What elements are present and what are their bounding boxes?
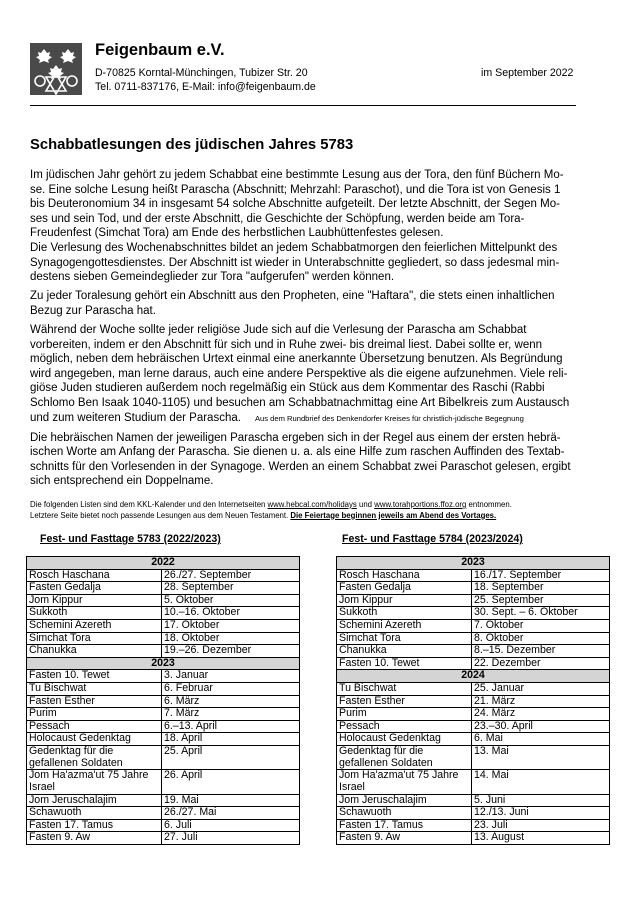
holiday-name-cell: Gedenktag für die gefallenen Soldaten	[337, 745, 472, 769]
table-row	[27, 794, 300, 807]
text-line: Freudenfest (Simchat Tora) am Ende des herbstlichen Laubhüttenfestes gelesen.	[30, 227, 444, 240]
holiday-date-cell: 13. Mai	[472, 745, 610, 769]
holiday-date-cell: 25. Januar	[472, 682, 610, 695]
text-line: Die Verlesung des Wochenabschnittes bildet an jedem Schabbatmorgen den feierlichen Mittelpunkt des	[30, 241, 558, 254]
table-row	[27, 807, 300, 820]
paragraph-3	[30, 323, 610, 426]
holiday-date-cell: 8. Oktober	[472, 632, 610, 645]
holiday-name-cell: Sukkoth	[27, 607, 162, 620]
holiday-name-cell: Fasten Esther	[27, 695, 162, 708]
text-line: Bezug zur Parascha hat.	[30, 304, 156, 317]
holiday-name-cell: Sukkoth	[337, 607, 472, 620]
letter-date: im September 2022	[481, 67, 574, 79]
table-row	[27, 619, 300, 632]
holiday-date-cell: 14. Mai	[472, 770, 610, 794]
holiday-start-note: Die Feiertage beginnen jeweils am Abend des Vortages.	[290, 510, 497, 520]
text-line: Im jüdischen Jahr gehört zu jedem Schabbat eine bestimmte Lesung aus der Tora, den fünf Büchern Mo-	[30, 169, 564, 181]
holiday-date-cell: 21. März	[472, 695, 610, 708]
table-row	[27, 670, 300, 683]
table-row	[27, 645, 300, 658]
source-note-line-2	[30, 511, 512, 522]
table-row	[27, 770, 300, 794]
year-row	[27, 557, 300, 570]
source-note	[30, 500, 512, 521]
holiday-date-cell: 26./27. September	[162, 569, 300, 582]
source-citation: Aus dem Rundbrief des Denkendorfer Kreises für christlich-jüdische Begegnung	[254, 413, 524, 423]
table-row	[337, 807, 610, 820]
text-line: sich entsprechend ein Doppelname.	[30, 475, 214, 488]
holiday-name-cell: Jom Jeruschalajim	[27, 794, 162, 807]
holiday-date-cell: 8.–15. Dezember	[472, 645, 610, 658]
text-line: destens sieben Gemeindeglieder zur Tora "aufgerufen" werden können.	[30, 271, 395, 284]
year-row	[337, 557, 610, 570]
table-row	[337, 832, 610, 845]
holiday-date-cell: 13. August	[472, 832, 610, 845]
text-line: Während der Woche sollte jeder religiöse Jude sich auf die Verlesung der Parascha am Schabbat	[30, 323, 527, 336]
body-text	[30, 168, 610, 493]
holiday-date-cell: 23. Juli	[472, 819, 610, 832]
holiday-date-cell: 25. April	[162, 745, 300, 769]
table-row	[27, 745, 300, 769]
text-line: bis Deuteronomium 34 in insgesamt 54 solche Abschnitte aufgeteilt. Der letzte Abschnitt, der Segen Mo-	[30, 198, 560, 211]
table-row	[27, 720, 300, 733]
table-5784-heading: Fest- und Fasttage 5784 (2023/2024)	[342, 533, 523, 545]
holiday-date-cell: 18. Oktober	[162, 632, 300, 645]
holiday-date-cell: 18. April	[162, 733, 300, 746]
holiday-date-cell: 12./13. Juni	[472, 807, 610, 820]
holiday-name-cell: Purim	[337, 708, 472, 721]
feigenbaum-logo	[30, 43, 82, 95]
holiday-date-cell: 7. März	[162, 708, 300, 721]
table-row	[27, 607, 300, 620]
paragraph-1	[30, 168, 610, 285]
note-text: entnommen.	[468, 500, 512, 509]
holiday-name-cell: Schemini Azereth	[27, 619, 162, 632]
holiday-name-cell: Fasten 10. Tewet	[27, 670, 162, 683]
org-address-block	[95, 67, 316, 94]
hebcal-link[interactable]: www.hebcal.com/holidays	[267, 500, 357, 509]
holiday-name-cell: Schawuoth	[337, 807, 472, 820]
text-line	[30, 411, 610, 427]
org-name: Feigenbaum e.V.	[95, 41, 225, 59]
table-row	[337, 657, 610, 670]
holiday-name-cell: Jom Ha'azma'ut 75 Jahre Israel	[27, 770, 162, 794]
table-row	[337, 745, 610, 769]
holiday-date-cell: 26./27. Mai	[162, 807, 300, 820]
text-line: ischen Worte am Anfang der Parascha. Sie dienen u. a. als eine Hilfe zum raschen Auffinden des Textab-	[30, 446, 565, 459]
holiday-name-cell: Schawuoth	[27, 807, 162, 820]
holiday-date-cell: 6. Juli	[162, 819, 300, 832]
holiday-date-cell: 16./17. September	[472, 569, 610, 582]
holiday-date-cell: 6. Mai	[472, 733, 610, 746]
note-text: und	[359, 500, 373, 509]
holiday-date-cell: 24. März	[472, 708, 610, 721]
note-text: Letztere Seite bietet noch passende Lesungen aus dem Neuen Testament.	[30, 510, 289, 520]
holiday-date-cell: 5. Oktober	[162, 594, 300, 607]
holiday-name-cell: Purim	[27, 708, 162, 721]
text-line: vorbereiten, indem er den Abschnitt für sich und in Ruhe zwei- bis dreimal liest. Dabei sollte er, wenn	[30, 338, 543, 351]
holiday-date-cell: 19.–26. Dezember	[162, 645, 300, 658]
text-line: möglich, neben dem hebräischen Urtext einmal eine anerkannte Übersetzung benutzen. Als Begründung	[30, 353, 563, 366]
holiday-table-5783	[26, 556, 300, 845]
table-row	[337, 695, 610, 708]
table-5783-heading: Fest- und Fasttage 5783 (2022/2023)	[40, 533, 221, 545]
table-row	[337, 720, 610, 733]
holiday-name-cell: Rosch Haschana	[337, 569, 472, 582]
text-line: ses und sein Tod, und der erste Abschnitt, die Geschichte der Schöpfung, werden beide am Tora-	[30, 212, 525, 225]
holiday-name-cell: Simchat Tora	[27, 632, 162, 645]
source-note-line-1	[30, 500, 512, 511]
table-row	[27, 832, 300, 845]
table-row	[27, 569, 300, 582]
table-row	[337, 770, 610, 794]
table-row	[27, 708, 300, 721]
holiday-name-cell: Holocaust Gedenktag	[337, 733, 472, 746]
holiday-name-cell: Fasten Esther	[337, 695, 472, 708]
holiday-date-cell: 30. Sept. – 6. Oktober	[472, 607, 610, 620]
table-row	[27, 582, 300, 595]
text-line: Synagogengottesdienstes. Der Abschnitt ist wieder in Unterabschnitte gegliedert, so dass jedesmal min-	[30, 256, 560, 269]
holiday-name-cell: Pessach	[337, 720, 472, 733]
year-row	[337, 670, 610, 683]
holiday-date-cell: 26. April	[162, 770, 300, 794]
table-row	[337, 632, 610, 645]
text-line: Die hebräischen Namen der jeweiligen Parascha ergeben sich in der Regel aus einem der ersten hebrä-	[30, 431, 561, 444]
holiday-name-cell: Schemini Azereth	[337, 619, 472, 632]
text-line: Zu jeder Toralesung gehört ein Abschnitt aus den Propheten, eine "Haftara", die stets einen inhaltlichen	[30, 290, 555, 303]
holiday-name-cell: Gedenktag für die gefallenen Soldaten	[27, 745, 162, 769]
header-divider	[30, 105, 576, 106]
holiday-date-cell: 28. September	[162, 582, 300, 595]
text-line: Schlomo Ben Isaak 1040-1105) und besuchen am Schabbatnachmittag eine Art Bibelkreis zum Austausch	[30, 396, 570, 409]
table-row	[337, 569, 610, 582]
holiday-date-cell: 6. Februar	[162, 682, 300, 695]
text-line: se. Eine solche Lesung heißt Parascha (Abschnitt; Mehrzahl: Paraschot), und die Tora ist von Genesis 1	[30, 183, 561, 196]
torahportions-link[interactable]: www.torahportions.ffoz.org	[374, 500, 467, 509]
holiday-name-cell: Fasten 9. Aw	[27, 832, 162, 845]
holiday-name-cell: Fasten 10. Tewet	[337, 657, 472, 670]
table-row	[337, 594, 610, 607]
table-row	[337, 582, 610, 595]
holiday-date-cell: 3. Januar	[162, 670, 300, 683]
table-row	[27, 733, 300, 746]
paragraph-4	[30, 431, 610, 489]
holiday-name-cell: Chanukka	[337, 645, 472, 658]
holiday-name-cell: Holocaust Gedenktag	[27, 733, 162, 746]
text-line: wird angegeben, man lerne daraus, auch eine andere Perspektive als die eigene aufzunehmen. Viele reli-	[30, 367, 568, 380]
holiday-date-cell: 6.–13. April	[162, 720, 300, 733]
note-text: Die folgenden Listen sind dem KKL-Kalender und den Internetseiten	[30, 500, 266, 509]
table-row	[337, 645, 610, 658]
org-address: D-70825 Korntal-Münchingen, Tubizer Str. 20	[95, 67, 308, 79]
table-row	[337, 819, 610, 832]
holiday-date-cell: 6. März	[162, 695, 300, 708]
holiday-name-cell: Pessach	[27, 720, 162, 733]
text-line: schnitts für den Vorlesenden in der Synagoge. Werden an einem Schabbat zwei Paraschot gelesen, ergibt	[30, 460, 571, 473]
holiday-date-cell: 17. Oktober	[162, 619, 300, 632]
holiday-date-cell: 10.–16. Oktober	[162, 607, 300, 620]
holiday-name-cell: Jom Kippur	[27, 594, 162, 607]
holiday-name-cell: Fasten 17. Tamus	[27, 819, 162, 832]
holiday-name-cell: Tu Bischwat	[27, 682, 162, 695]
table-row	[27, 632, 300, 645]
year-cell: 2023	[337, 557, 610, 570]
holiday-table-5784	[336, 556, 610, 845]
holiday-name-cell: Fasten Gedalja	[27, 582, 162, 595]
holiday-date-cell: 23.–30. April	[472, 720, 610, 733]
holiday-name-cell: Jom Jeruschalajim	[337, 794, 472, 807]
text-line: giöse Juden studieren außerdem noch regelmäßig ein Stück aus dem Kommentar des Raschi (Rabbi	[30, 382, 545, 395]
year-row	[27, 657, 300, 670]
table-row	[337, 607, 610, 620]
table-row	[337, 794, 610, 807]
holiday-name-cell: Chanukka	[27, 645, 162, 658]
table-row	[337, 619, 610, 632]
table-row	[337, 682, 610, 695]
org-contact: Tel. 0711-837176, E-Mail: info@feigenbaum.de	[95, 80, 316, 93]
table-row	[27, 682, 300, 695]
holiday-date-cell: 19. Mai	[162, 794, 300, 807]
holiday-name-cell: Simchat Tora	[337, 632, 472, 645]
table-row	[337, 733, 610, 746]
holiday-name-cell: Fasten 17. Tamus	[337, 819, 472, 832]
year-cell: 2023	[27, 657, 300, 670]
holiday-date-cell: 5. Juni	[472, 794, 610, 807]
holiday-name-cell: Rosch Haschana	[27, 569, 162, 582]
year-cell: 2022	[27, 557, 300, 570]
holiday-date-cell: 22. Dezember	[472, 657, 610, 670]
holiday-date-cell: 27. Juli	[162, 832, 300, 845]
year-cell: 2024	[337, 670, 610, 683]
holiday-date-cell: 18. September	[472, 582, 610, 595]
holiday-name-cell: Jom Kippur	[337, 594, 472, 607]
table-row	[27, 695, 300, 708]
holiday-name-cell: Jom Ha'azma'ut 75 Jahre Israel	[337, 770, 472, 794]
holiday-name-cell: Fasten Gedalja	[337, 582, 472, 595]
table-row	[27, 819, 300, 832]
holiday-name-cell: Tu Bischwat	[337, 682, 472, 695]
holiday-date-cell: 7. Oktober	[472, 619, 610, 632]
paragraph-2	[30, 289, 610, 318]
text-line-part: und zum weiteren Studium der Parascha.	[30, 411, 241, 424]
table-row	[27, 594, 300, 607]
holiday-date-cell: 25. September	[472, 594, 610, 607]
table-row	[337, 708, 610, 721]
page-title: Schabbatlesungen des jüdischen Jahres 5783	[30, 137, 354, 153]
holiday-name-cell: Fasten 9. Aw	[337, 832, 472, 845]
